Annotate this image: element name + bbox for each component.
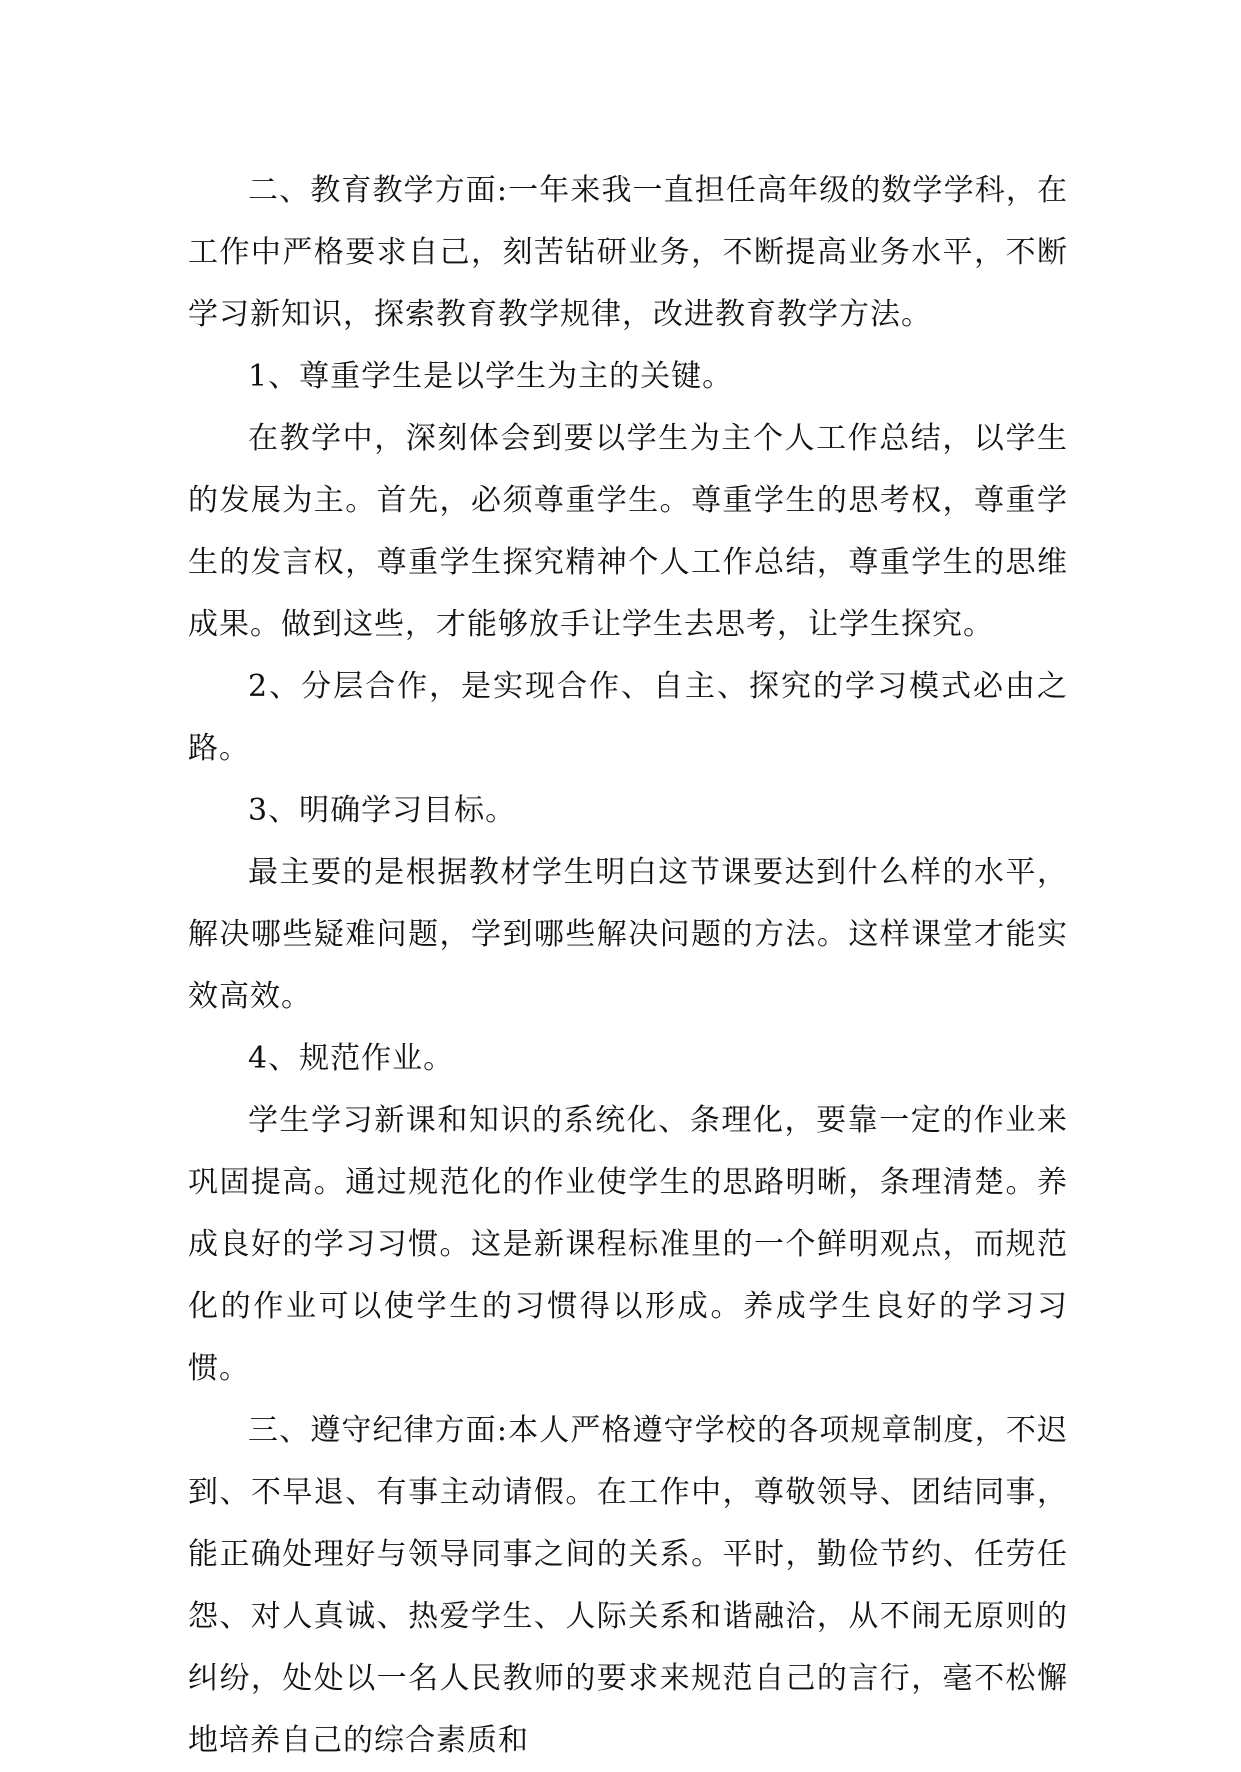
paragraph-item-4-body: 学生学习新课和知识的系统化、条理化，要靠一定的作业来巩固提高。通过规范化的作业使学生的思路明晰，条理清楚。养成良好的学习习惯。这是新课程标准里的一个鲜明观点，而规范化的作业可以使学生的习惯得以形成。养成学生良好的学习习惯。 — [188, 1103, 1068, 1386]
paragraph-item-2-heading: 2、分层合作，是实现合作、自主、探究的学习模式必由之路。 — [188, 669, 1068, 766]
paragraph-item-4-heading: 4、规范作业。 — [248, 1041, 455, 1076]
document-body — [188, 160, 1068, 1772]
paragraph-item-1-body: 在教学中，深刻体会到要以学生为主个人工作总结，以学生的发展为主。首先，必须尊重学生。尊重学生的思考权，尊重学生的发言权，尊重学生探究精神个人工作总结，尊重学生的思维成果。做到这些，才能够放手让学生去思考，让学生探究。 — [188, 421, 1068, 642]
paragraph-education-teaching: 二、教育教学方面:一年来我一直担任高年级的数学学科，在工作中严格要求自己，刻苦钻研业务，不断提高业务水平，不断学习新知识，探索教育教学规律，改进教育教学方法。 — [188, 173, 1068, 332]
paragraph-item-1-heading: 1、尊重学生是以学生为主的关键。 — [248, 359, 734, 394]
paragraph-item-3-heading: 3、明确学习目标。 — [248, 793, 517, 828]
paragraph-discipline: 三、遵守纪律方面:本人严格遵守学校的各项规章制度，不迟到、不早退、有事主动请假。在工作中，尊敬领导、团结同事，能正确处理好与领导同事之间的关系。平时，勤俭节约、任劳任怨、对人真诚、热爱学生、人际关系和谐融洽，从不闹无原则的纠纷，处处以一名人民教师的要求来规范自己的言行，毫不松懈地培养自己的综合素质和 — [188, 1413, 1068, 1758]
paragraph-item-3-body: 最主要的是根据教材学生明白这节课要达到什么样的水平，解决哪些疑难问题，学到哪些解决问题的方法。这样课堂才能实效高效。 — [188, 855, 1068, 1014]
